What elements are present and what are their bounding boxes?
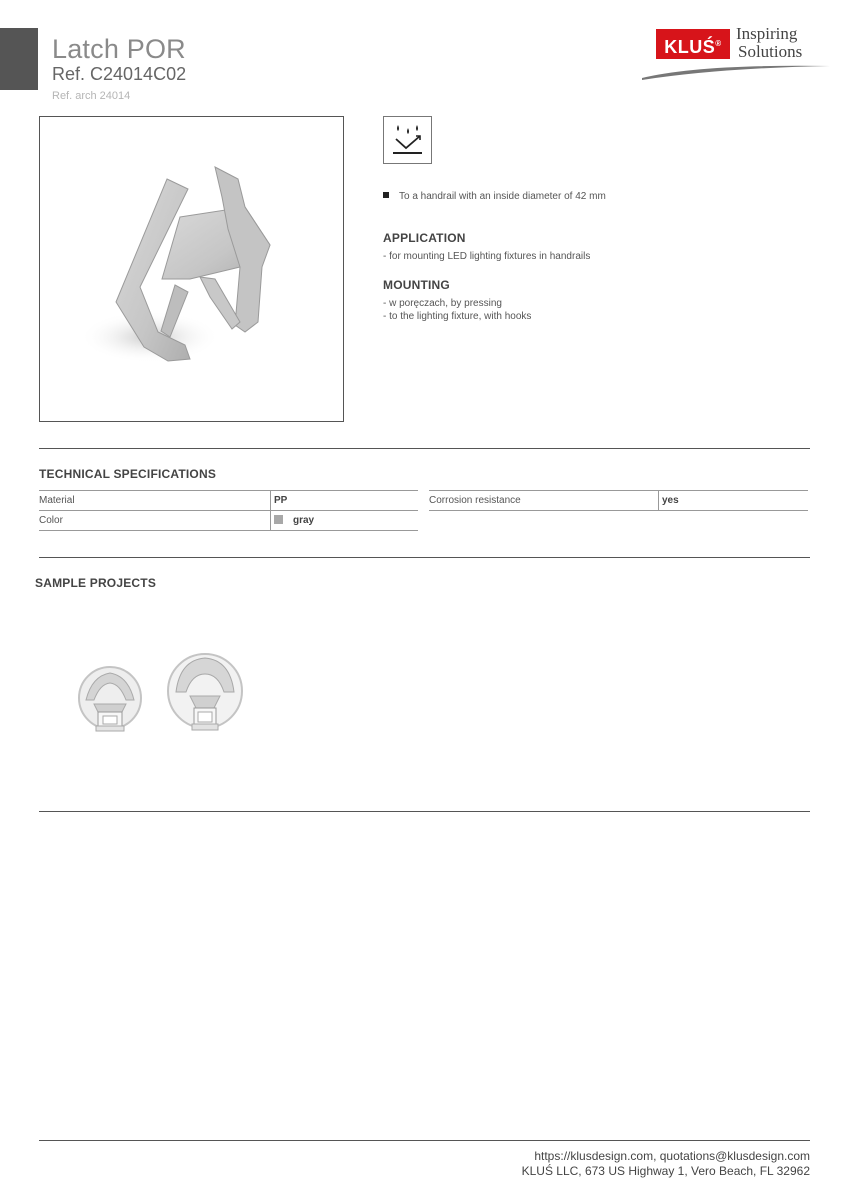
section-divider <box>39 811 810 812</box>
sample-cross-section-image <box>76 666 144 736</box>
sample-projects-heading: SAMPLE PROJECTS <box>35 576 157 590</box>
spec-rule <box>429 510 808 511</box>
product-title: Latch POR <box>52 34 186 64</box>
spec-label-color: Color <box>39 515 63 526</box>
logo-brand-text: KLUŚ <box>664 37 716 57</box>
brand-logo[interactable] <box>640 24 835 84</box>
feature-bullet-text: To a handrail with an inside diameter of 42 mm <box>399 191 606 202</box>
mounting-item: - w poręczach, by pressing <box>383 298 502 309</box>
logo-tagline <box>736 25 802 61</box>
spec-value-color-text: gray <box>293 515 315 526</box>
footer-divider <box>39 1140 810 1141</box>
footer-contact <box>522 1149 810 1179</box>
footer-address: KLUŚ LLC, 673 US Highway 1, Vero Beach, FL 32962 <box>521 1164 810 1178</box>
footer-links[interactable]: https://klusdesign.com, quotations@klusdesign.com <box>534 1149 810 1163</box>
spec-value-color <box>270 511 418 531</box>
spec-label-material: Material <box>39 495 75 506</box>
spec-value-corrosion: yes <box>658 491 808 511</box>
logo-tagline-line2: Solutions <box>738 42 803 61</box>
feature-bullet <box>383 191 606 202</box>
archive-reference: Ref. arch 24014 <box>52 90 131 102</box>
product-photo <box>39 116 344 422</box>
bullet-square-icon <box>383 192 389 198</box>
mounting-item: - to the lighting fixture, with hooks <box>383 311 532 322</box>
tech-specs-heading: TECHNICAL SPECIFICATIONS <box>39 467 217 481</box>
latch-product-image <box>40 117 343 421</box>
application-heading: APPLICATION <box>383 231 466 245</box>
mounting-heading: MOUNTING <box>383 278 450 292</box>
application-item: - for mounting LED lighting fixtures in handrails <box>383 251 591 262</box>
sample-cross-section-image <box>166 652 244 736</box>
logo-swoosh-icon <box>640 58 835 82</box>
section-divider <box>39 448 810 449</box>
color-swatch <box>274 515 283 524</box>
sample-project-thumbnail[interactable] <box>166 652 244 736</box>
spec-rule <box>39 530 418 531</box>
product-reference: Ref. C24014C02 <box>52 64 187 84</box>
corner-tab <box>0 28 38 90</box>
section-divider <box>39 557 810 558</box>
water-resistance-icon <box>384 117 431 163</box>
logo-tagline-line1: Inspiring <box>736 24 798 43</box>
logo-reg-mark: ® <box>715 39 722 48</box>
spec-label-corrosion: Corrosion resistance <box>429 495 521 506</box>
spec-value-material: PP <box>270 491 418 511</box>
water-drops-icon <box>383 116 432 164</box>
spec-table-right <box>429 490 809 512</box>
sample-project-thumbnail[interactable] <box>76 666 144 736</box>
spec-table-left <box>39 490 419 532</box>
logo-brand-box <box>656 29 730 59</box>
